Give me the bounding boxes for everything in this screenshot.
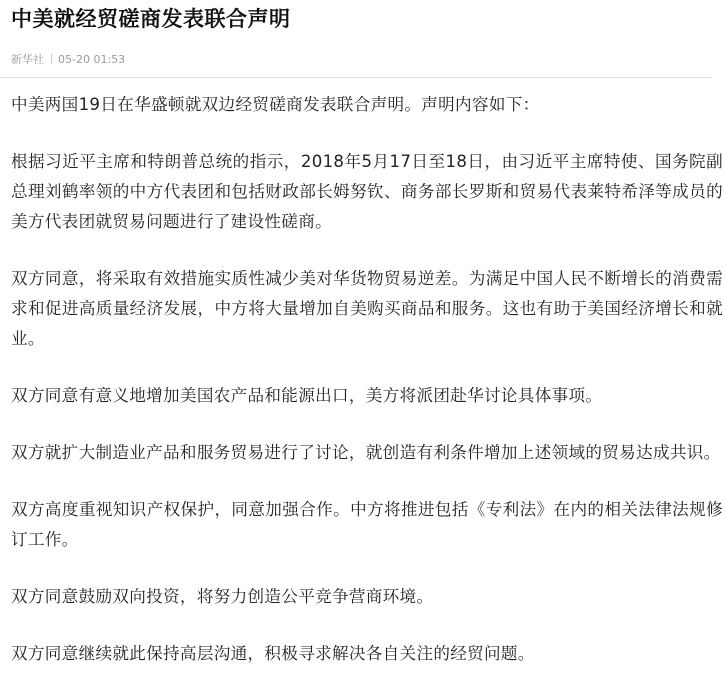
article [11,0,723,696]
paragraph: 中美两国19日在华盛顿就双边经贸磋商发表联合声明。声明内容如下： [11,95,540,114]
paragraph: 双方同意鼓励双向投资，将努力创造公平竞争营商环境。 [11,587,434,606]
paragraph: 双方就扩大制造业产品和服务贸易进行了讨论，就创造有利条件增加上述领域的贸易达成共识。 [11,443,721,462]
paragraph: 双方同意继续就此保持高层沟通，积极寻求解决各自关注的经贸问题。 [11,644,535,663]
article-body [11,90,723,669]
article-meta [11,52,723,68]
article-title: 中美就经贸磋商发表联合声明 [11,7,291,31]
paragraph: 双方同意有意义地增加美国农产品和能源出口，美方将派团赴华讨论具体事项。 [11,386,603,405]
paragraph: 根据习近平主席和特朗普总统的指示，2018年5月17日至18日，由习近平主席特使、国务院副总理刘鹤率领的中方代表团和包括财政部长姆努钦、商务部长罗斯和贸易代表莱特希泽等成员的美方代表团就贸易问题进行了建设性磋商。 [11,152,723,231]
paragraph: 双方高度重视知识产权保护，同意加强合作。中方将推进包括《专利法》在内的相关法律法规修订工作。 [11,500,723,549]
paragraph: 双方同意，将采取有效措施实质性减少美对华货物贸易逆差。为满足中国人民不断增长的消费需求和促进高质量经济发展，中方将大量增加自美购买商品和服务。这也有助于美国经济增长和就业。 [11,269,723,348]
meta-divider [51,54,52,64]
article-source: 新华社 [11,53,44,66]
header-divider [0,77,712,78]
article-datetime: 05-20 01:53 [58,53,126,66]
